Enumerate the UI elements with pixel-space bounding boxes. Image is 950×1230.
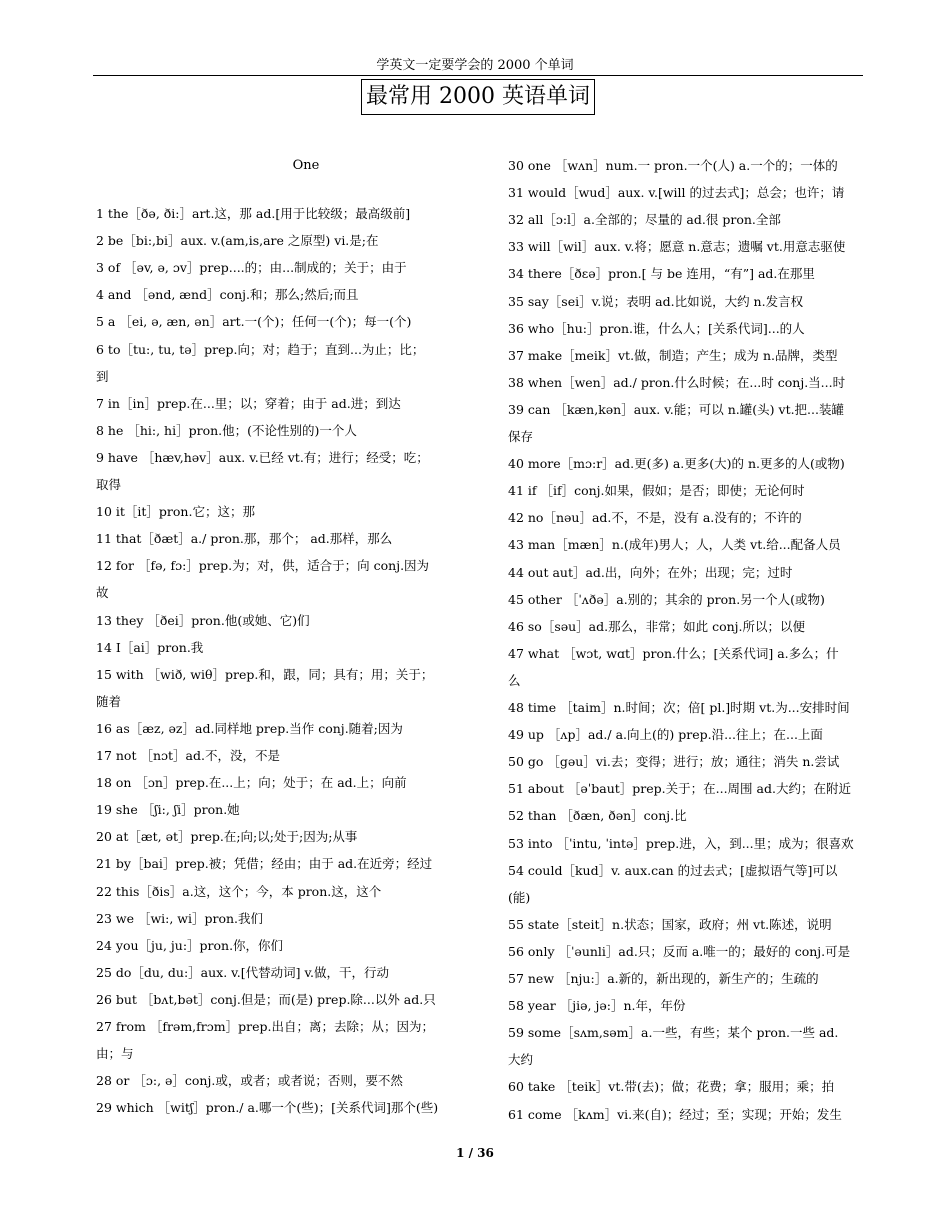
header-rule <box>93 75 863 76</box>
vocab-entry-line: 6 to［tu:, tu, tə］prep.向；对；趋于；直到...为止；比； <box>96 341 425 357</box>
vocab-entry-line: 到 <box>96 368 109 384</box>
vocab-entry-line: 45 other ［ˈʌðə］a.别的；其余的 pron.另一个人(或物) <box>508 591 825 607</box>
section-heading: One <box>292 158 320 173</box>
vocab-entry-line: 故 <box>96 585 109 601</box>
vocab-entry-line: 8 he ［hi:, hi］pron.他；(不论性别的)一个人 <box>96 422 357 438</box>
document-title: 最常用 2000 英语单词 <box>361 79 595 115</box>
vocab-entry-line: 31 would［wud］aux. v.[will 的过去式]；总会；也许；请 <box>508 185 845 201</box>
vocab-entry-line: 13 they ［ðei］pron.他(或她、它)们 <box>96 612 310 628</box>
vocab-entry-line: 7 in［in］prep.在...里；以；穿着；由于 ad.进；到达 <box>96 395 401 411</box>
vocab-entry-line: 60 take ［teik］vt.带(去)；做；花费；拿；服用；乘；拍 <box>508 1079 835 1095</box>
vocab-entry-line: 29 which ［witʃ］pron./ a.哪一个(些)；[关系代词]那个(些) <box>96 1100 439 1116</box>
vocab-entry-line: 11 that［ðæt］a./ pron.那，那个； ad.那样，那么 <box>96 531 393 547</box>
vocab-entry-line: 54 could［kud］v. aux.can 的过去式；[虚拟语气等]可以 <box>508 862 838 878</box>
vocab-entry-line: 57 new ［nju:］a.新的，新出现的，新生产的；生疏的 <box>508 971 819 986</box>
vocab-entry-line: 37 make［meik］vt.做，制造；产生；成为 n.品牌，类型 <box>508 347 838 363</box>
vocab-entry-line: 30 one ［wʌn］num.一 pron.一个(人) a.一个的；一体的 <box>508 158 838 173</box>
vocab-entry-line: 18 on ［ɔn］prep.在...上；向；处于；在 ad.上；向前 <box>96 775 407 791</box>
vocab-entry-line: 取得 <box>96 477 122 492</box>
vocab-entry-line: 46 so［səu］ad.那么，非常；如此 conj.所以；以便 <box>508 618 806 634</box>
vocab-entry-line: 12 for ［fə, fɔ:］prep.为；对，供，适合于；向 conj.因为 <box>96 558 430 574</box>
vocab-entry-line: 53 into ［ˈintu, ˈintə］prep.进，入，到...里；成为；很喜欢 <box>508 835 854 851</box>
vocab-entry-line: 61 come ［kʌm］vi.来(自)；经过；至；实现；开始；发生 <box>508 1106 842 1122</box>
vocab-entry-line: 25 do［du, du:］aux. v.[代替动词] v.做，干，行动 <box>96 964 389 980</box>
vocab-entry-line: 28 or ［ɔ:, ə］conj.或，或者；或者说；否则，要不然 <box>96 1073 403 1089</box>
page-number: 1 / 36 <box>456 1146 494 1160</box>
vocab-entry-line: 大约 <box>508 1052 534 1068</box>
vocab-entry-line: 20 at［æt, ət］prep.在;向;以;处于;因为;从事 <box>96 829 358 845</box>
vocab-entry-line: 22 this［ðis］a.这，这个；今，本 pron.这，这个 <box>96 883 382 899</box>
vocab-entry-line: 26 but ［bʌt,bət］conj.但是；而(是) prep.除...以外 ad.只 <box>96 991 436 1007</box>
vocab-entry-line: 58 year ［jiə, jə:］n.年，年份 <box>508 998 686 1014</box>
vocab-entry-line: 21 by［bai］prep.被；凭借；经由；由于 ad.在近旁；经过 <box>96 856 433 872</box>
vocab-entry-line: 19 she ［ʃi:, ʃi］pron.她 <box>96 802 240 818</box>
vocab-entry-line: 56 only ［ˈəunli］ad.只；反而 a.唯一的；最好的 conj.可是 <box>508 943 851 959</box>
vocab-entry-line: 4 and ［ənd, ænd］conj.和；那么;然后;而且 <box>96 287 359 303</box>
vocab-entry-line: 39 can ［kæn,kən］aux. v.能；可以 n.罐(头) vt.把...装罐 <box>508 401 844 417</box>
vocab-entry-line: 3 of ［əv, ə, ɔv］prep....的；由...制成的；关于；由于 <box>96 260 407 276</box>
vocab-entry-line: 42 no［nəu］ad.不，不是，没有 a.没有的；不许的 <box>508 510 802 526</box>
running-header: 学英文一定要学会的 2000 个单词 <box>376 58 574 73</box>
vocab-entry-line: 52 than ［ðæn, ðən］conj.比 <box>508 808 687 824</box>
vocab-entry-line: 27 from ［frəm,frɔm］prep.出自；离；去除；从；因为； <box>96 1019 434 1034</box>
vocab-entry-line: 2 be［bi:,bi］aux. v.(am,is,are 之原型) vi.是;在 <box>96 233 379 249</box>
vocab-entry-line: 10 it［it］pron.它；这；那 <box>96 504 255 520</box>
vocab-entry-line: 24 you［ju, ju:］pron.你，你们 <box>96 937 284 953</box>
vocab-entry-line: 保存 <box>508 429 534 444</box>
vocab-entry-line: 33 will［wil］aux. v.将；愿意 n.意志；遗嘱 vt.用意志驱使 <box>508 239 846 255</box>
vocab-entry-line: 38 when［wen］ad./ pron.什么时候；在...时 conj.当...时 <box>508 374 846 390</box>
vocab-entry-line: 1 the［ðə, ði:］art.这，那 ad.[用于比较级；最高级前] <box>96 206 411 221</box>
vocab-entry-line: 49 up ［ʌp］ad./ a.向上(的) prep.沿...往上；在...上面 <box>508 727 823 743</box>
vocab-entry-line: 9 have ［hæv,həv］aux. v.已经 vt.有；进行；经受；吃； <box>96 449 429 465</box>
vocab-entry-line: 么 <box>508 672 521 688</box>
vocab-entry-line: 17 not ［nɔt］ad.不，没，不是 <box>96 748 280 763</box>
vocab-entry-line: 16 as［æz, əz］ad.同样地 prep.当作 conj.随着;因为 <box>96 720 403 736</box>
vocab-entry-line: 41 if ［if］conj.如果，假如；是否；即使；无论何时 <box>508 483 805 499</box>
vocab-entry-line: 由；与 <box>96 1046 134 1062</box>
vocab-entry-line: 47 what ［wɔt, wɑt］pron.什么；[关系代词] a.多么；什 <box>508 645 839 661</box>
vocab-entry-line: 48 time ［taim］n.时间；次；倍[ pl.]时期 vt.为...安排时间 <box>508 700 850 715</box>
vocab-entry-line: 34 there［ðɛə］pron.[ 与 be 连用，“有”] ad.在那里 <box>508 266 815 282</box>
vocab-entry-line: 55 state［steit］n.状态；国家，政府；州 vt.陈述，说明 <box>508 916 832 932</box>
vocab-entry-line: 59 some［sʌm,səm］a.一些，有些；某个 pron.一些 ad. <box>508 1025 839 1041</box>
vocab-entry-line: 44 out aut］ad.出，向外；在外；出现；完；过时 <box>508 564 793 580</box>
vocab-entry-line: 15 with ［wið, wiθ］prep.和，跟，同；具有；用；关于； <box>96 666 434 682</box>
vocab-entry-line: 32 all［ɔ:l］a.全部的；尽量的 ad.很 pron.全部 <box>508 212 781 228</box>
vocab-entry-line: 43 man［mæn］n.(成年)男人；人，人类 vt.给...配备人员 <box>508 537 841 553</box>
vocab-entry-line: 随着 <box>96 693 122 709</box>
vocab-entry-line: 40 more［mɔ:r］ad.更(多) a.更多(大)的 n.更多的人(或物) <box>508 456 845 472</box>
vocab-entry-line: 51 about ［əˈbaut］prep.关于；在...周围 ad.大约；在附近 <box>508 781 851 797</box>
vocab-entry-line: 50 go ［gəu］vi.去；变得；进行；放；通往；消失 n.尝试 <box>508 754 840 770</box>
vocab-entry-line: 35 say［sei］v.说；表明 ad.比如说，大约 n.发言权 <box>508 293 804 309</box>
vocab-entry-line: 5 a ［ei, ə, æn, ən］art.一(个)；任何一(个)；每一(个) <box>96 314 412 330</box>
vocab-entry-line: 23 we ［wi:, wi］pron.我们 <box>96 910 264 926</box>
vocab-entry-line: 36 who［hu:］pron.谁，什么人；[关系代词]...的人 <box>508 320 805 336</box>
vocab-entry-line: 14 I［ai］pron.我 <box>96 639 204 655</box>
vocab-entry-line: (能) <box>508 889 531 905</box>
